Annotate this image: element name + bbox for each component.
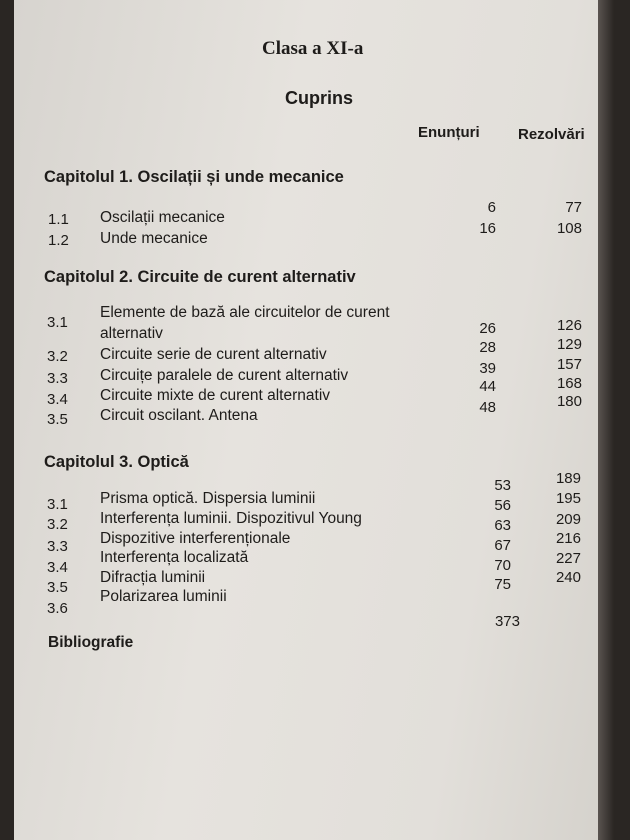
solutions-page: 240 <box>555 569 581 586</box>
statements-page: 70 <box>494 557 511 574</box>
section-title-continued: alternativ <box>100 325 163 342</box>
solutions-page: 77 <box>565 199 582 216</box>
section-number: 3.2 <box>47 348 68 365</box>
section-number: 3.4 <box>47 559 68 576</box>
statements-page: 39 <box>479 360 496 377</box>
solutions-page: 209 <box>555 511 581 528</box>
statements-page: 26 <box>479 320 496 337</box>
section-title: Circuite mixte de curent alternativ <box>100 387 331 404</box>
solutions-page: 180 <box>556 393 582 410</box>
section-number: 3.1 <box>47 314 68 331</box>
section-title: Circuițe paralele de curent alternativ <box>100 367 349 384</box>
statements-page: 67 <box>494 537 511 554</box>
section-title: Circuit oscilant. Antena <box>100 407 258 424</box>
section-number: 1.1 <box>48 211 69 228</box>
statements-page: 28 <box>479 339 496 356</box>
section-number: 3.6 <box>47 600 68 617</box>
section-number: 3.2 <box>47 516 68 533</box>
chapter-title: Capitolul 1. Oscilații și unde mecanice <box>44 168 344 186</box>
section-title: Elemente de bază ale circuitelor de curent <box>100 304 390 321</box>
class-title: Clasa a XI-a <box>262 38 364 59</box>
section-title: Interferența luminii. Dispozitivul Young <box>100 510 362 527</box>
solutions-page: 189 <box>555 470 581 487</box>
statements-page: 53 <box>494 477 511 494</box>
solutions-page: 227 <box>555 550 581 567</box>
section-number: 3.4 <box>47 391 68 408</box>
section-title: Unde mecanice <box>100 230 208 247</box>
statements-page: 16 <box>479 220 496 237</box>
solutions-page: 126 <box>556 317 582 334</box>
book-spine <box>598 0 614 840</box>
solutions-page: 157 <box>556 356 582 373</box>
section-number: 3.5 <box>47 579 68 596</box>
solutions-page: 216 <box>555 530 581 547</box>
section-number: 3.3 <box>47 370 68 387</box>
column-header-statements: Enunțuri <box>418 124 480 141</box>
column-header-solutions: Rezolvări <box>518 126 585 143</box>
section-title: Circuite serie de curent alternativ <box>100 346 327 363</box>
solutions-page: 195 <box>555 490 581 507</box>
section-title: Oscilații mecanice <box>100 209 225 226</box>
statements-page: 56 <box>494 497 511 514</box>
chapter-title: Capitolul 3. Optică <box>44 453 189 471</box>
section-title: Prisma optică. Dispersia luminii <box>100 490 316 507</box>
contents-title: Cuprins <box>285 88 354 108</box>
chapter-title: Capitolul 2. Circuite de curent alternativ <box>44 268 356 286</box>
solutions-page: 108 <box>556 220 582 237</box>
solutions-page: 129 <box>556 336 582 353</box>
statements-page: 44 <box>479 378 496 395</box>
statements-page: 75 <box>494 576 511 593</box>
section-title: Polarizarea luminii <box>100 588 227 605</box>
section-title: Dispozitive interferenționale <box>100 530 291 547</box>
section-number: 1.2 <box>48 232 69 249</box>
statements-page: 63 <box>494 517 511 534</box>
section-number: 3.1 <box>47 496 68 513</box>
solutions-page: 168 <box>556 375 582 392</box>
bibliography-page: 373 <box>494 613 520 630</box>
section-number: 3.5 <box>47 411 68 428</box>
statements-page: 48 <box>479 399 496 416</box>
bibliography-label: Bibliografie <box>48 634 134 651</box>
section-title: Interferența localizată <box>100 549 249 566</box>
section-number: 3.3 <box>47 538 68 555</box>
section-title: Difracția luminii <box>100 569 206 586</box>
book-page <box>14 0 614 840</box>
statements-page: 6 <box>487 199 496 216</box>
